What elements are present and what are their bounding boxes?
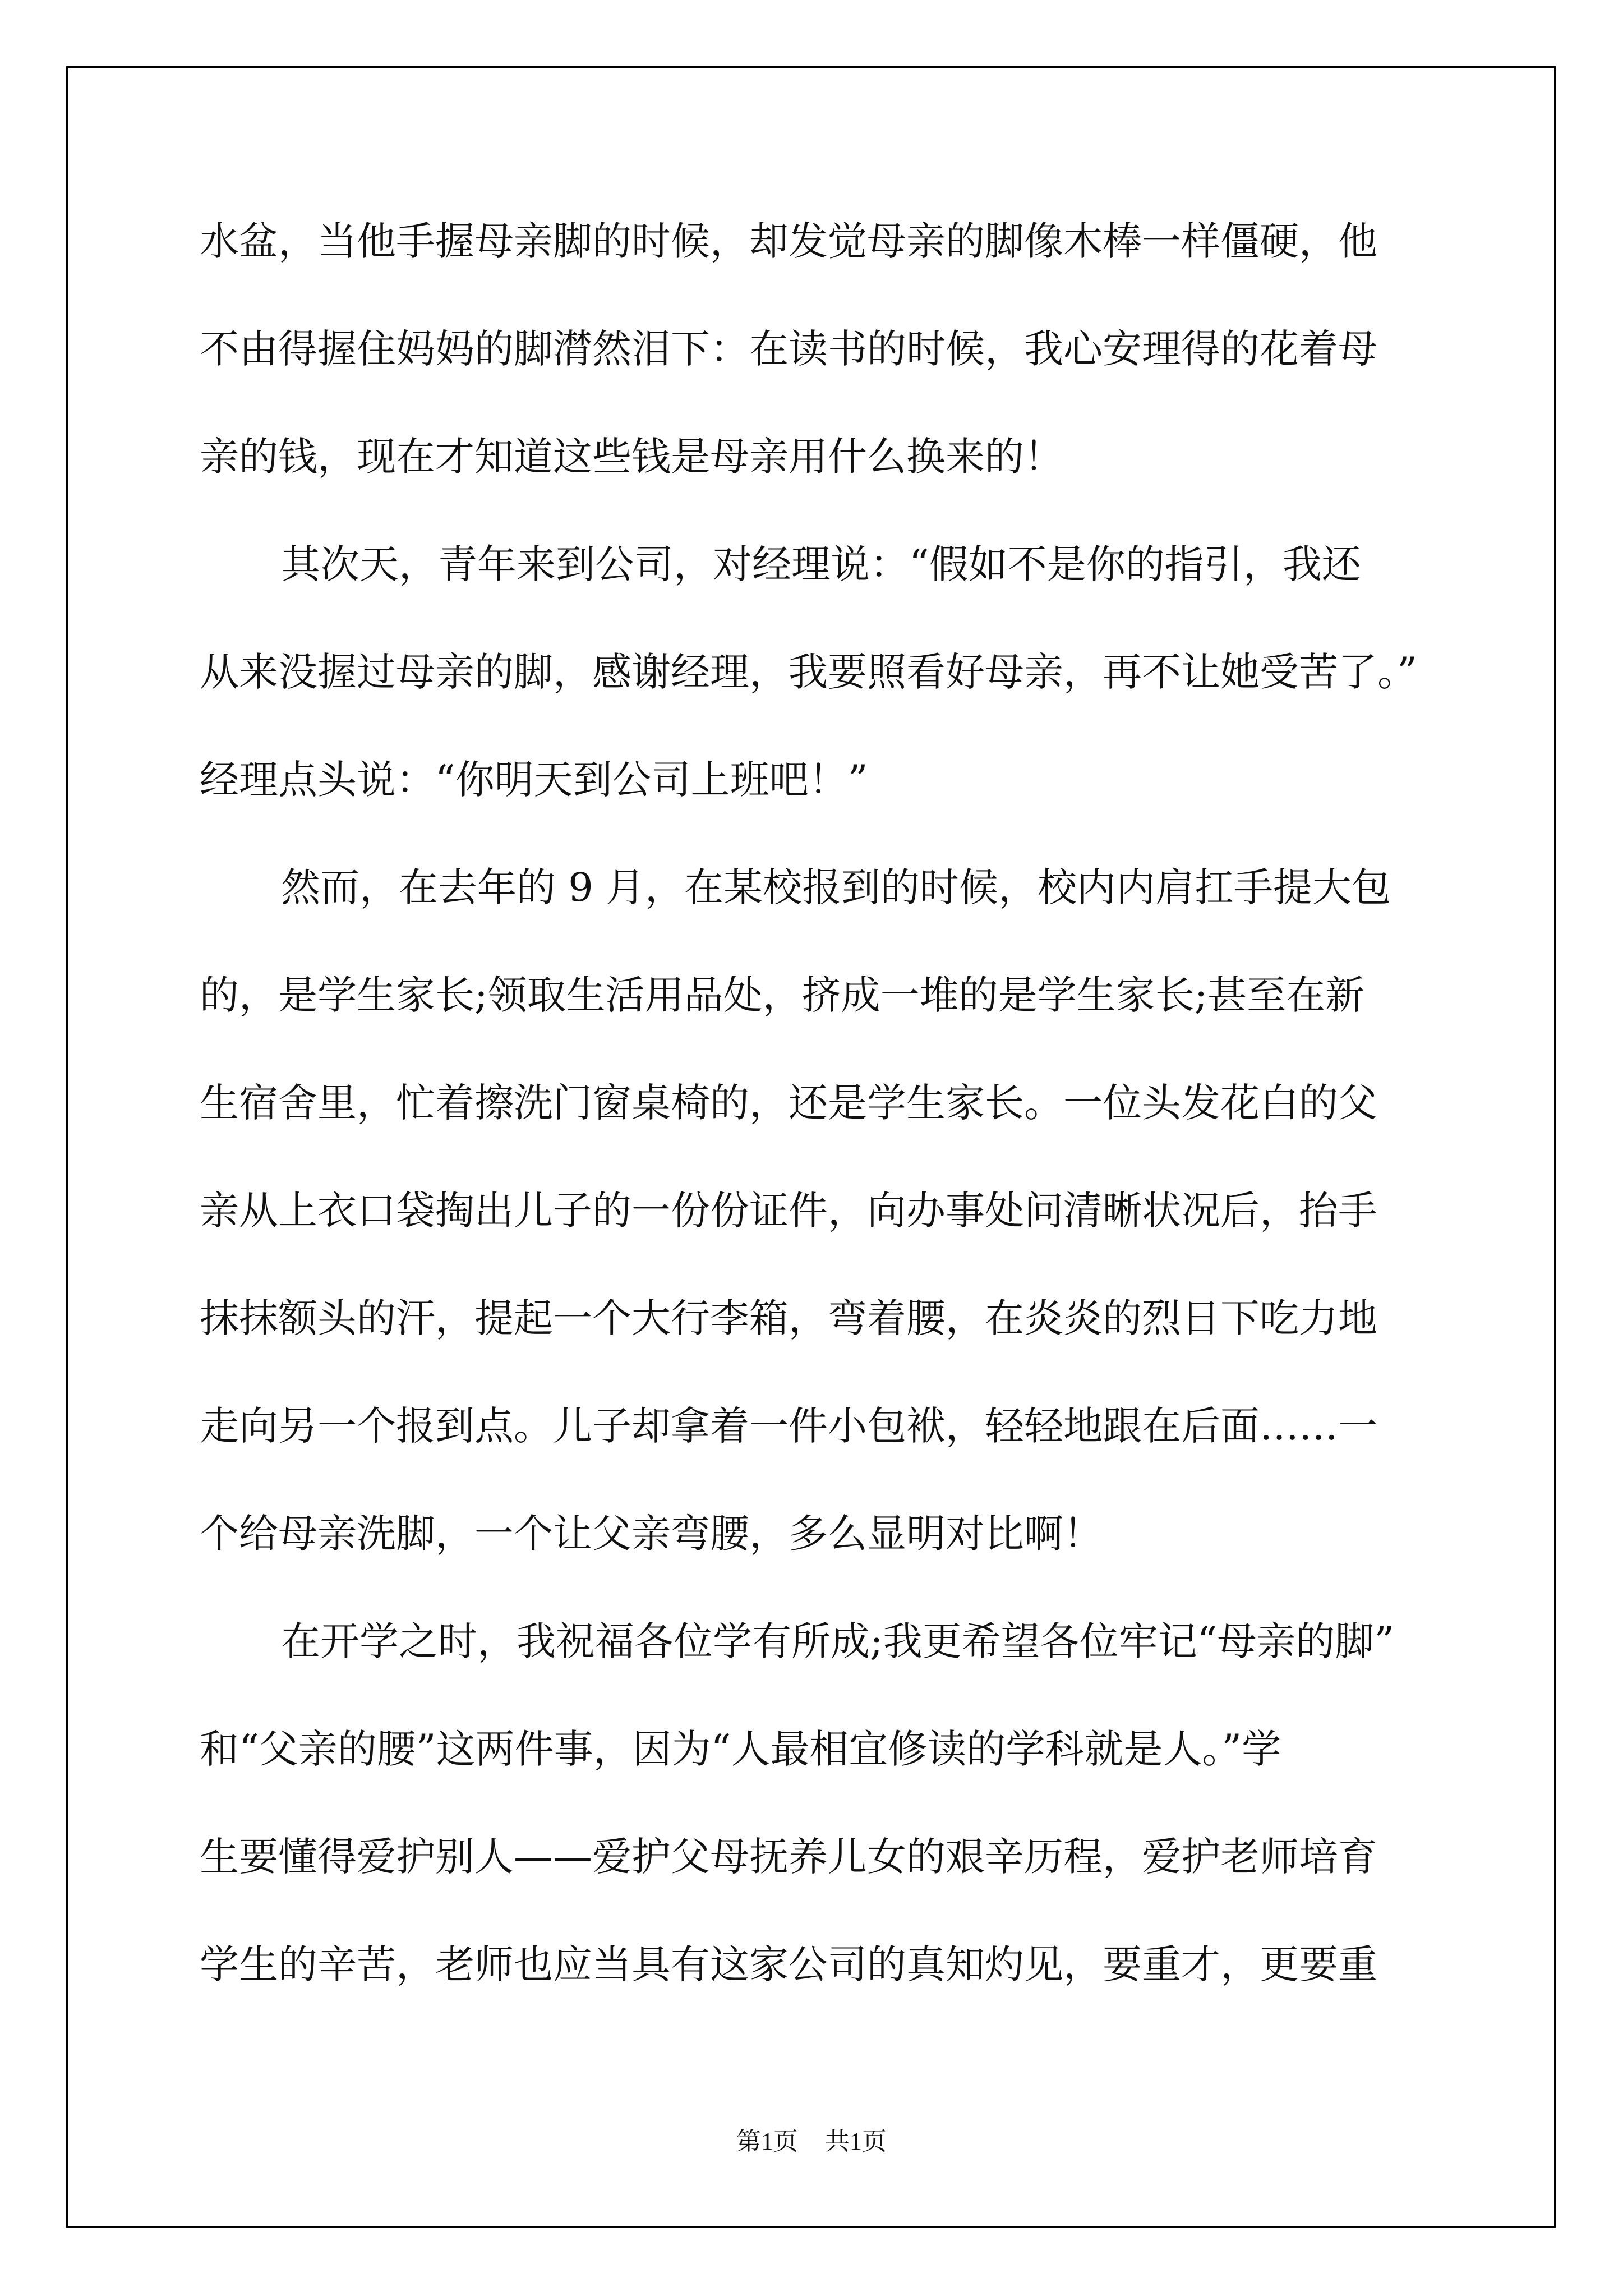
text-line: 和“父亲的腰”这两件事，因为“人最相宜修读的学科就是人。”学 [200, 1726, 1281, 1772]
paragraph-start-line: 其次天，青年来到公司，对经理说：“假如不是你的指引，我还 [281, 541, 1361, 587]
page-total: 共1页 [825, 2128, 887, 2155]
text-line: 生要懂得爱护别人——爱护父母抚养儿女的艰辛历程，爱护老师培育 [200, 1834, 1377, 1880]
page-footer [0, 2125, 1623, 2159]
paragraph-start-line: 在开学之时，我祝福各位学有所成;我更希望各位牢记“母亲的脚” [281, 1618, 1395, 1664]
text-line: 从来没握过母亲的脚，感谢经理，我要照看好母亲，再不让她受苦了。” [200, 649, 1417, 695]
text-line: 走向另一个报到点。儿子却拿着一件小包袱，轻轻地跟在后面……一 [200, 1403, 1377, 1449]
page-number: 第1页 [736, 2128, 798, 2155]
page-border [66, 66, 1556, 2228]
text-line: 学生的辛苦，老师也应当具有这家公司的真知灼见，要重才，更要重 [200, 1941, 1377, 1987]
paragraph-start-line: 然而，在去年的 9 月，在某校报到的时候，校内内肩扛手提大包 [281, 864, 1391, 910]
text-line: 的，是学生家长;领取生活用品处，挤成一堆的是学生家长;甚至在新 [200, 972, 1365, 1018]
text-line: 经理点头说：“你明天到公司上班吧！” [200, 757, 868, 803]
text-line: 抹抹额头的汗，提起一个大行李箱，弯着腰，在炎炎的烈日下吃力地 [200, 1295, 1377, 1341]
text-line: 不由得握住妈妈的脚潸然泪下：在读书的时候，我心安理得的花着母 [200, 326, 1377, 372]
text-line: 生宿舍里，忙着擦洗门窗桌椅的，还是学生家长。一位头发花白的父 [200, 1080, 1377, 1126]
text-line: 亲从上衣口袋掏出儿子的一份份证件，向办事处问清晰状况后，抬手 [200, 1188, 1377, 1234]
text-line: 水盆，当他手握母亲脚的时候，却发觉母亲的脚像木棒一样僵硬，他 [200, 218, 1377, 264]
text-line: 个给母亲洗脚，一个让父亲弯腰，多么显明对比啊！ [200, 1511, 1103, 1557]
text-line: 亲的钱，现在才知道这些钱是母亲用什么换来的！ [200, 434, 1063, 480]
